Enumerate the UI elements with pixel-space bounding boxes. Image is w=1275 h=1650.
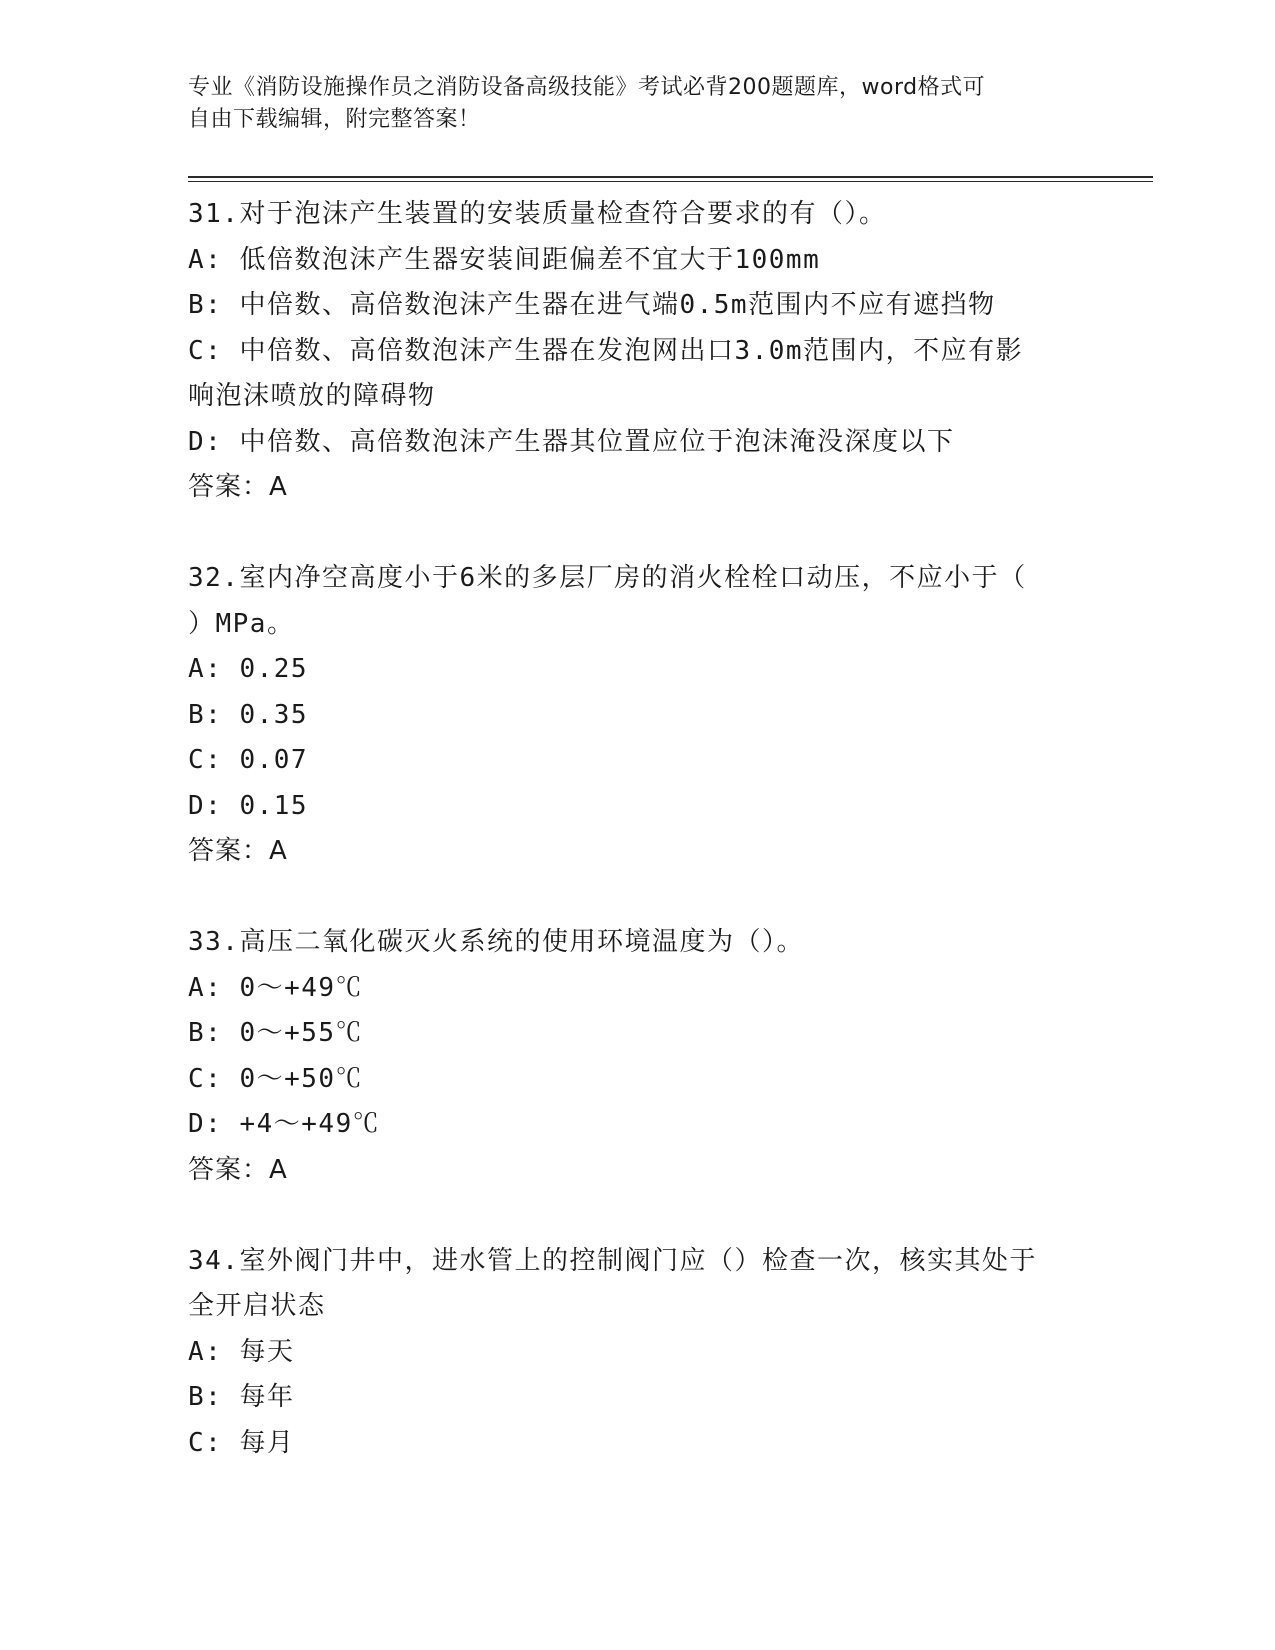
question-list [188, 192, 1088, 1466]
option-c: C: 0～+50℃ [188, 1063, 364, 1094]
option-b: B: 每年 [188, 1382, 295, 1412]
option-c: C: 中倍数、高倍数泡沫产生器在发泡网出口3.0m范围内，不应有影 [188, 335, 1024, 366]
answer: 答案：A [188, 472, 288, 502]
option-b: B: 中倍数、高倍数泡沫产生器在进气端0.5m范围内不应有遮挡物 [188, 290, 996, 320]
question-stem: 33.高压二氧化碳灭火系统的使用环境温度为（）。 [188, 927, 804, 957]
question-stem-continued: 全开启状态 [188, 1291, 326, 1321]
header-line-1: 专业《消防设施操作员之消防设备高级技能》考试必背200题题库，word格式可 [188, 75, 986, 100]
header-line-2: 自由下载编辑，附完整答案！ [188, 107, 481, 132]
option-b: B: 0.35 [188, 699, 309, 730]
question-stem: 34.室外阀门井中，进水管上的控制阀门应（）检查一次，核实其处于 [188, 1245, 1037, 1276]
question-34 [188, 1239, 1088, 1467]
header-divider-thin [188, 181, 1153, 182]
question-31 [188, 192, 1088, 511]
question-stem: 32.室内净空高度小于6米的多层厂房的消火栓栓口动压，不应小于（ [188, 563, 1027, 593]
header-divider-thick [188, 176, 1153, 178]
option-a: A: 0～+49℃ [188, 972, 364, 1003]
question-stem-continued: ）MPa。 [188, 608, 295, 639]
option-b: B: 0～+55℃ [188, 1018, 364, 1048]
answer: 答案：A [188, 836, 288, 866]
document-header [188, 72, 1068, 136]
option-a: A: 0.25 [188, 654, 309, 684]
option-c: C: 0.07 [188, 745, 309, 775]
option-d: D: +4～+49℃ [188, 1109, 381, 1139]
question-33 [188, 920, 1088, 1193]
question-32 [188, 556, 1088, 875]
option-c: C: 每月 [188, 1427, 295, 1458]
option-a: A: 每天 [188, 1336, 295, 1367]
question-stem: 31.对于泡沫产生装置的安装质量检查符合要求的有（）。 [188, 199, 887, 229]
option-c-continued: 响泡沫喷放的障碍物 [188, 381, 436, 411]
option-d: D: 0.15 [188, 790, 309, 821]
option-d: D: 中倍数、高倍数泡沫产生器其位置应位于泡沫淹没深度以下 [188, 426, 955, 457]
option-a: A: 低倍数泡沫产生器安装间距偏差不宜大于100mm [188, 244, 821, 275]
answer: 答案：A [188, 1154, 288, 1185]
